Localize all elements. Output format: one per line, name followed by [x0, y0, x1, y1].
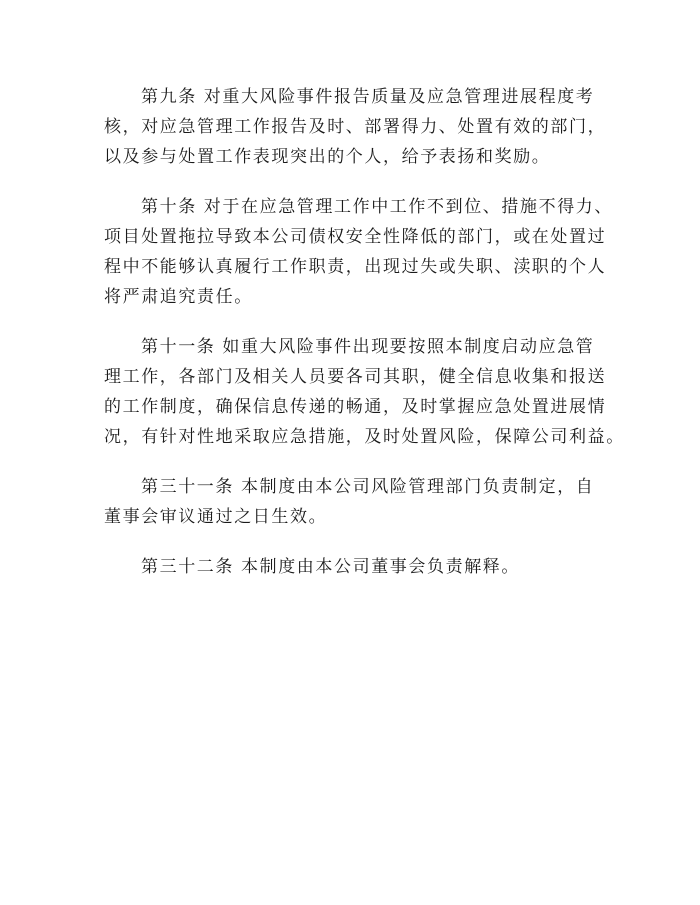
paragraph-line: 项目处置拖拉导致本公司债权安全性降低的部门，或在处置过 [104, 227, 607, 247]
document-body [104, 82, 625, 582]
paragraph-line: 理工作，各部门及相关人员要各司其职，健全信息收集和报送 [104, 367, 607, 387]
paragraph-line: 的工作制度，确保信息传递的畅通，及时掌握应急处置进展情 [104, 397, 607, 417]
paragraph-line: 况，有针对性地采取应急措施，及时处置风险，保障公司利益。 [104, 427, 625, 447]
paragraph-gap [104, 172, 604, 192]
paragraph-line: 董事会审议通过之日生效。 [104, 507, 328, 527]
article-10 [104, 192, 614, 312]
article-9 [104, 82, 607, 172]
paragraph-line: 第九条 对重大风险事件报告质量及应急管理进展程度考 [141, 87, 595, 107]
article-32 [104, 552, 604, 582]
paragraph-line: 第三十一条 本制度由本公司风险管理部门负责制定，自 [141, 477, 595, 497]
paragraph-gap [104, 532, 604, 552]
paragraph-line: 第十一条 如重大风险事件出现要按照本制度启动应急管 [141, 337, 595, 357]
paragraph-line: 核，对应急管理工作报告及时、部署得力、处置有效的部门， [104, 117, 607, 137]
paragraph-gap [104, 452, 604, 472]
paragraph-gap [104, 312, 604, 332]
paragraph-line: 程中不能够认真履行工作职责，出现过失或失职、渎职的个人 [104, 257, 607, 277]
paragraph-line: 将严肃追究责任。 [104, 287, 253, 307]
paragraph-line: 以及参与处置工作表现突出的个人，给予表扬和奖励。 [104, 147, 551, 167]
article-11 [104, 332, 625, 452]
paragraph-line: 第三十二条 本制度由本公司董事会负责解释。 [141, 557, 521, 577]
article-31 [104, 472, 604, 532]
paragraph-line: 第十条 对于在应急管理工作中工作不到位、措施不得力、 [141, 197, 614, 217]
